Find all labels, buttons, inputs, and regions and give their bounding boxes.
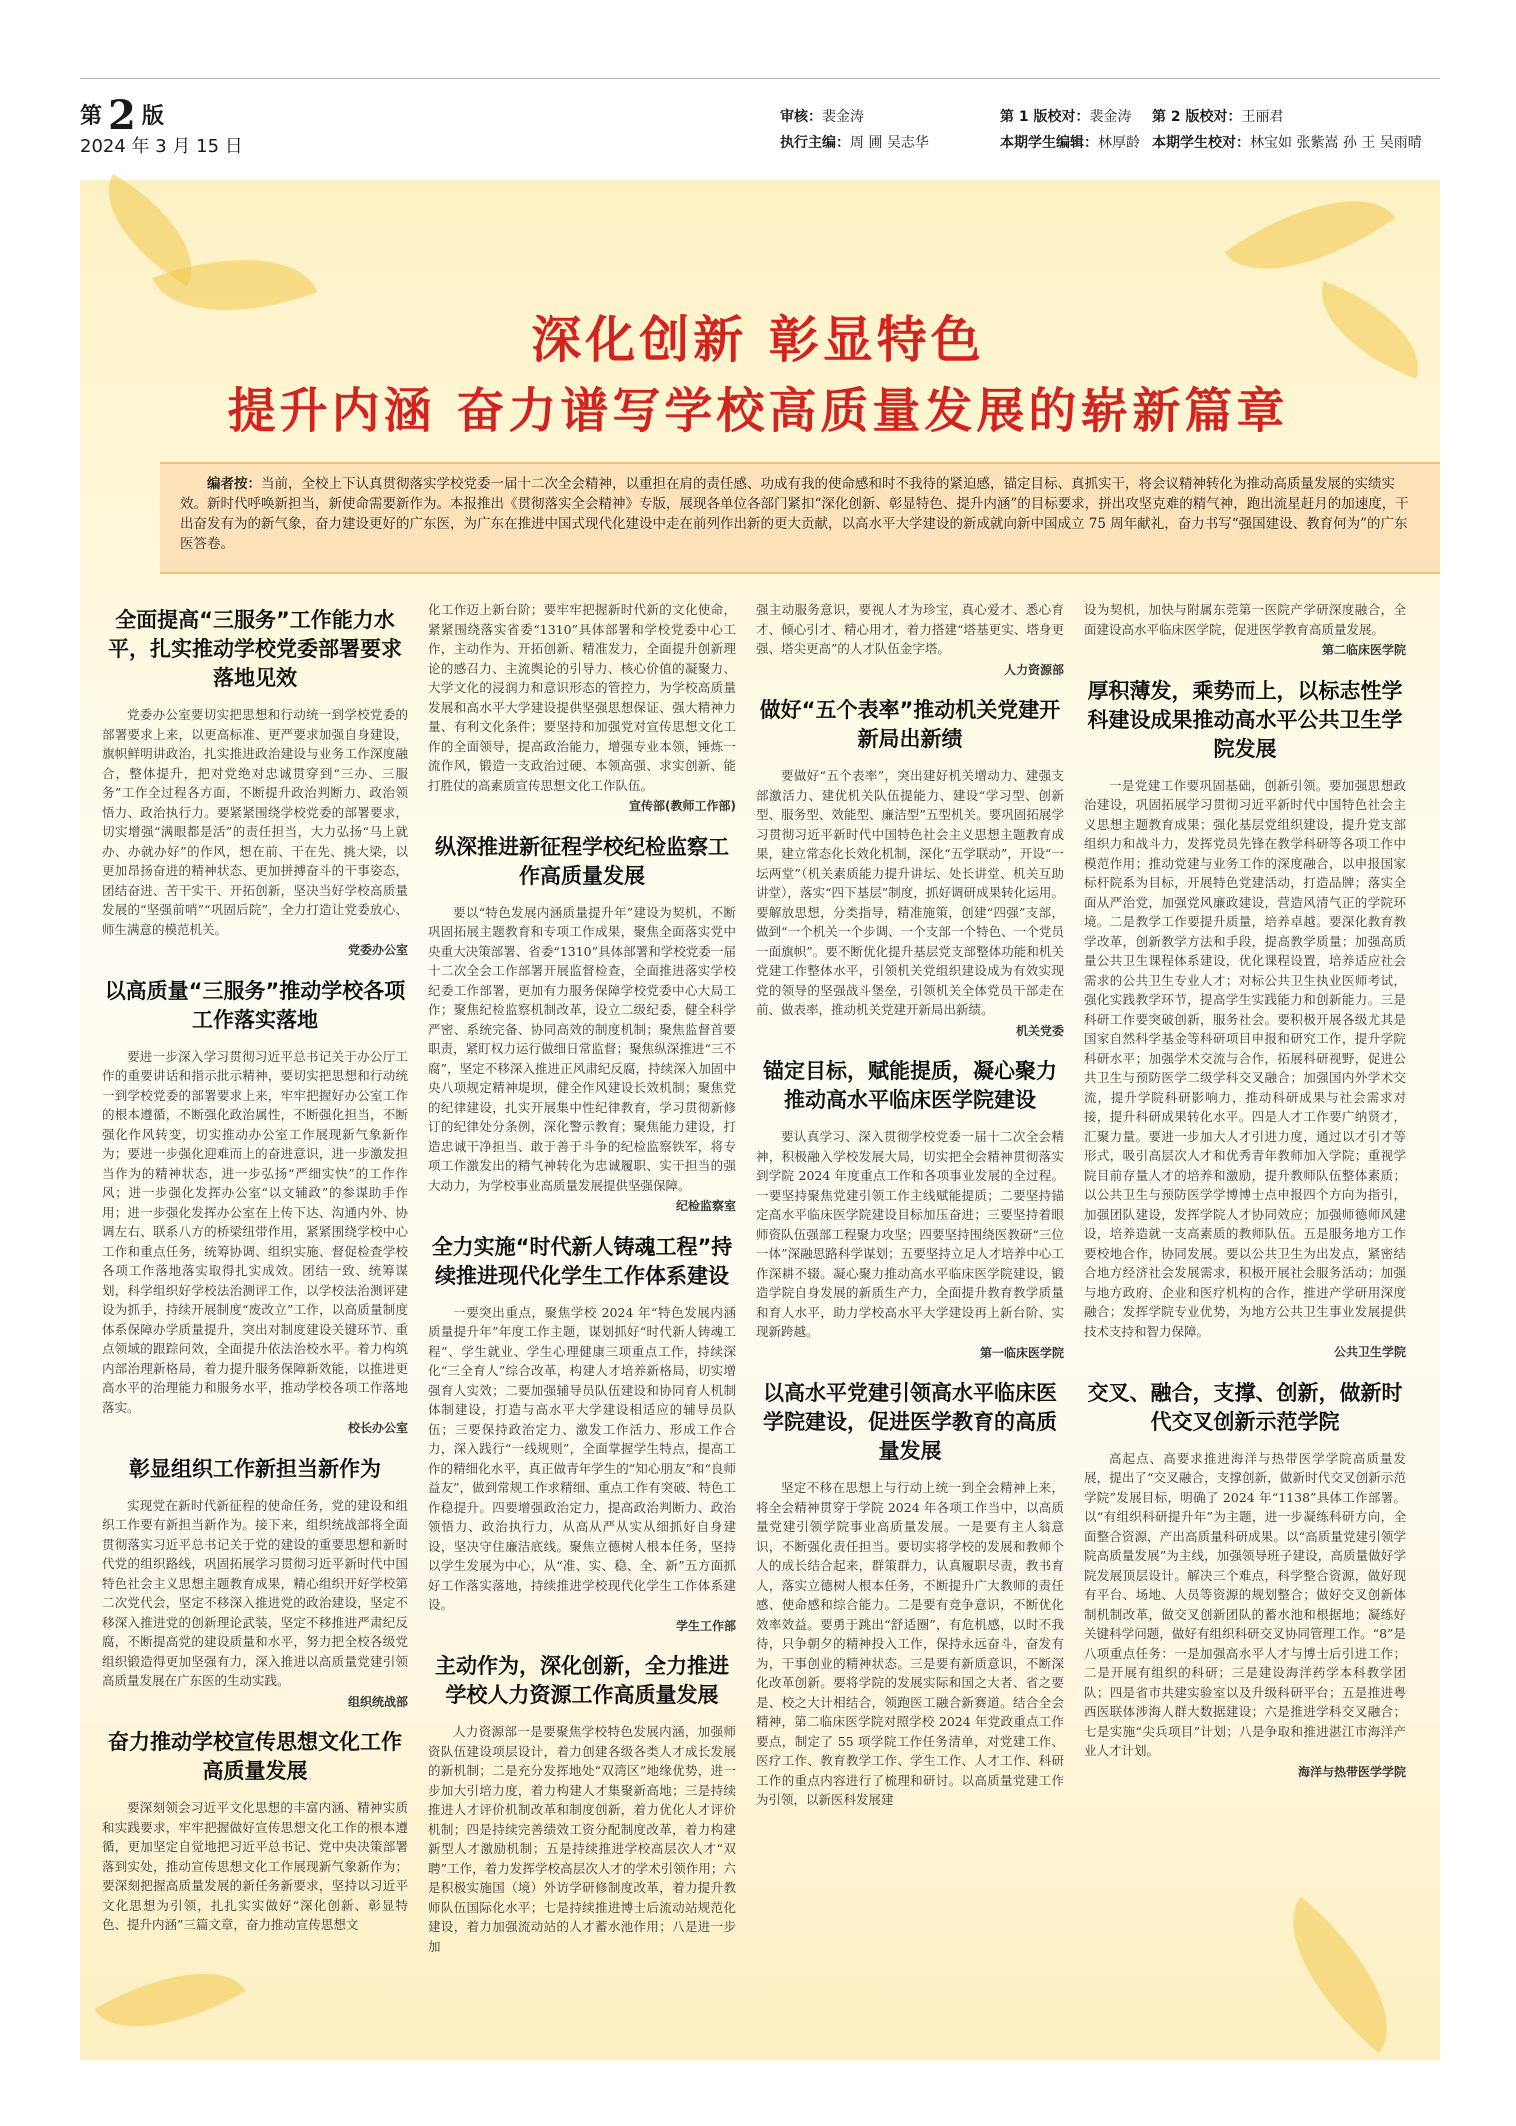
article-source: 组织统战部 [347, 1694, 408, 1709]
chief-editor: 周 圃 吴志华 [850, 135, 929, 151]
editor-note-text: 当前，全校上下认真贯彻落实学校党委一届十二次全会精神，以重担在肩的责任感、功成有我的使命感和时不我待的紧迫感，锚定目标、真抓实干，将会议精神转化为推动高质量发展的实绩实效。新时代呼唤新担当，新使命需要新作为。本报推出《贯彻落实全会精神》专版，展现各单位各部门紧扣“深化创新、彰显特色、提升内涵”的目标要求，拼出攻坚克难的精气神，跑出流星赶月的加速度，干出奋发有为的新气象，奋力建设更好的广东医，为广东在推进中国式现代化建设中走在前列作出新的更大贡献，以高水平大学建设的新成就向新中国成立 75 周年献礼，奋力书写“强国建设、教育何为”的广东医答卷。 [180, 476, 1409, 552]
article-body: 人力资源部一是要聚焦学校特色发展内涵，加强师资队伍建设项层设计，着力创建各级各类人才成长发展的新机制；二是充分发挥地处“双湾区”地缘优势，进一步加大引培力度，着力构建人才集聚新高地；三是持续推进人才评价机制改革和制度创新，着力优化人才评价机制；四是持续完善绩效工资分配制度改革，着力构建新型人才激励机制；五是持续推进学校高层次人才“双聘”工作，着力发挥学校高层次人才的学术引领作用；六是积极实施国（境）外访学研修制度改革，着力提升教师队伍国际化水平；七是持续推进博士后流动站规范化建设，着力加强流动站的人才蓄水池作用；八是进一步加 [428, 1724, 736, 1954]
article-body: 强主动服务意识，要视人才为珍宝，真心爱才、悉心育才、倾心引才、精心用才，着力搭建“塔基更实、塔身更强、塔尖更高”的人才队伍金字塔。 [756, 602, 1064, 656]
student-proof: 林宝如 张紫嵩 孙 王 吴雨晴 [1250, 135, 1422, 151]
article-title: 奋力推动学校宣传思想文化工作高质量发展 [108, 1730, 402, 1783]
credits-review [780, 104, 929, 156]
article-body: 一要突出重点，聚焦学校 2024 年“特色发展内涵质量提升年”年度工作主题，谋划抓好“时代新人铸魂工程”、学生就业、学生心理健康三项重点工作，持续深化“三全育人”综合改革，构建人才培养新格局，切实增强育人实效；二要加强辅导员队伍建设和协同育人机制体制建设，打造与高水平大学建设相适应的辅导员队伍；三要保持政治定力、激发工作活力、形成工作合力，深入践行“一线规则”，全面掌握学生特点，提高工作的精细化水平，真正做青年学生的“知心朋友”和“良师益友”，做到常规工作求精细、重点工作有突破、特色工作稳提升。四要增强政治定力，提高政治判断力、政治领悟力、政治执行力，从高从严从实从细抓好自身建设，坚决守住廉洁底线。聚焦立德树人根本任务，坚持以学生发展为中心，从“准、实、稳、全、新”五方面抓好工作落实落地，持续推进学校现代化学生工作体系建设。 [428, 1304, 736, 1612]
student-editor: 林厚龄 [1098, 135, 1140, 151]
article-title: 以高水平党建引领高水平临床医学院建设，促进医学教育的高质量发展 [763, 1381, 1057, 1463]
article-source: 党委办公室 [347, 943, 408, 957]
article-title: 主动作为，深化创新，全力推进学校人力资源工作高质量发展 [435, 1654, 729, 1707]
article-source: 校长办公室 [347, 1421, 408, 1435]
article-body: 要做好“五个表率”，突出建好机关增动力、建强支部激活力、建优机关队伍提能力、建设“学习型、创新型、服务型、效能型、廉洁型”五型机关。要巩固拓展学习贯彻习近平新时代中国特色社会主义思想主题教育成果，建立常态化长效化机制，深化“五学联动”，开设“一坛两堂”（机关素质能力提升讲坛、处长讲堂、机关互助讲堂），落实“四下基层”制度，抓好调研成果转化运用。要解放思想，分类指导，精准施策，创建“四强”支部，做到“一个机关一个步调、一个支部一个特色、一个党员一面旗帜”。要不断优化提升基层党支部整体功能和机关党建工作整体水平，引领机关党组织建设成为有效实现党的领导的坚强战斗堡垒，引领机关全体党员干部走在前、做表率，推动机关党建开新局出新绩。 [756, 768, 1064, 1017]
student-editor-label: 本期学生编辑： [1000, 135, 1098, 151]
column-2 [428, 600, 736, 1956]
leaf-decoration [1256, 1897, 1424, 2053]
article-source: 宣传部(教师工作部) [629, 799, 736, 813]
article-title: 厚积薄发，乘势而上，以标志性学科建设成果推动高水平公共卫生学院发展 [1087, 678, 1403, 761]
article-source: 海洋与热带医学学院 [1297, 1764, 1406, 1779]
article-body: 要进一步深入学习贯彻习近平总书记关于办公厅工作的重要讲话和指示批示精神，要切实把思想和行动统一到学校党委的部署要求上来，牢牢把握好办公室工作的根本遵循，不断强化政治属性，不断强化担当，不断强化作风转变，切实推动办公室工作展现新气象新作为；要进一步强化迎难而上的奋进意识，进一步激发担当作为的精神状态，进一步弘扬“严细实快”的工作作风；进一步强化发挥办公室“以文辅政”的参谋助手作用；进一步强化发挥办公室在上传下达、沟通内外、协调左右、联系八方的桥梁纽带作用，紧紧围绕学校中心工作和重点任务，统筹协调、组织实施、督促检查学校各项工作落地落实取得扎实成效。团结一致、统筹谋划，科学组织好学校法治测评工作，以学校法治测评建设为抓手，持续开展制度“废改立”工作，以高质量制度体系保障办学质量提升，突出对制度建设关键环节、重点领域的跟踪问效，全面提升依法治校水平。着力构筑内部治理新格局，着力提升服务保障新效能，以推进更高水平的治理能力和服务水平，推动学校各项工作落地落实。 [102, 1048, 408, 1415]
article-body: 党委办公室要切实把思想和行动统一到学校党委的部署要求上来，以更高标准、更严要求加强自身建设，旗帜鲜明讲政治，扎实推进政治建设与业务工作深度融合，整体提升，把对党绝对忠诚贯穿到“三办、三服务”工作全过程各方面，不断提升政治判断力、政治领悟力、政治执行力。要紧紧围绕学校党委的部署要求，切实增强“满眼都是活”的责任担当，大力弘扬“马上就办、办就办好”的作风，想在前、干在先、挑大梁，以更加昂扬奋进的精神状态、更加拼搏奋斗的干事姿态，团结奋进、苦干实干、开拓创新，坚决当好学校高质量发展的“坚强前哨”“巩固后院”，全力打造让党委放心、师生满意的模范机关。 [102, 707, 408, 937]
proof2-label: 第 2 版校对： [1152, 109, 1242, 125]
column-1 [102, 600, 408, 1935]
article-body: 化工作迈上新台阶；要牢牢把握新时代新的文化使命，紧紧围绕落实省委“1310”具体部署和学校党委中心工作，主动作为、开拓创新、精准发力，全面提升创新理论的感召力、主流舆论的引导力、核心价值的凝聚力、大学文化的浸润力和意识形态的管控力，为学校高质量发展和高水平大学建设提供坚强思想保证、强大精神力量、有利文化条件；要坚持和加强党对宣传思想文化工作的全面领导，提高政治能力，增强专业本领，锤炼一流作风，锻造一支政治过硬、本领高强、求实创新、能打胜仗的高素质宣传思想文化工作队伍。 [428, 602, 736, 793]
credits-proof-2 [1152, 104, 1422, 156]
column-3 [756, 600, 1064, 1810]
leaf-decoration [1224, 160, 1395, 309]
ban-suffix: 版 [141, 103, 164, 129]
ban-prefix: 第 [80, 103, 103, 129]
issue-date: 2024 年 3 月 15 日 [80, 136, 243, 157]
article-body: 实现党在新时代新征程的使命任务，党的建设和组织工作要有新担当新作为。接下来，组织统战部将全面贯彻落实习近平总书记关于党的建设的重要思想和新时代党的组织路线，巩固拓展学习贯彻习近平新时代中国特色社会主义思想主题教育成果，精心组织开好学校第二次党代会，坚定不移深入推进党的政治建设，坚定不移深入推进党的创新理论武装，坚定不移推进严肃纪反腐，不断提高党的建设质量和水平，努力把全校各级党组织锻造得更加坚强有力，深入推进以高质量党建引领高质量发展在广东医的生动实践。 [102, 1497, 408, 1688]
article-source: 学生工作部 [675, 1618, 736, 1633]
article-body: 要深刻领会习近平文化思想的丰富内涵、精神实质和实践要求，牢牢把握做好宣传思想文化工作的根本遵循，更加坚定自觉地把习近平总书记、党中央决策部署落到实处，推动宣传思想文化工作展现新气象新作为；要深刻把握高质量发展的新任务新要求，坚持以习近平文化思想为引领，扎扎实实做好“深化创新、彰显特色、提升内涵”三篇文章，奋力推动宣传思想文 [102, 1800, 408, 1932]
article-source: 机关党委 [1015, 1023, 1064, 1038]
article-title: 全力实施“时代新人铸魂工程”持续推进现代化学生工作体系建设 [431, 1234, 733, 1288]
chief-label: 执行主编： [780, 135, 850, 151]
credits-proof-1 [1000, 104, 1140, 156]
leaf-decoration [94, 1939, 245, 2061]
editor-note [160, 462, 1440, 574]
proof1-label: 第 1 版校对： [1000, 109, 1090, 125]
student-proof-label: 本期学生校对： [1152, 135, 1250, 151]
article-title: 交叉、融合，支撑、创新，做新时代交叉创新示范学院 [1087, 1380, 1403, 1434]
editor-note-label: 编者按： [207, 476, 261, 492]
proof1: 裴金涛 [1089, 109, 1132, 125]
article-source: 纪检监察室 [675, 1199, 736, 1213]
main-headline-line-2: 提升内涵 奋力谱写学校高质量发展的崭新篇章 [227, 383, 1289, 439]
main-headline-line-1: 深化创新 彰显特色 [531, 311, 985, 369]
article-body: 高起点、高要求推进海洋与热带医学学院高质量发展，提出了“交叉融合，支撑创新，做新时代交叉创新示范学院”发展目标，明确了 2024 年“1138”具体工作部署。以“有组织科研提升年”为主题，进一步凝练科研方向，全面整合资源，产出高质量科研成果。以“高质量党建引领学院高质量发展”为主线，加强领导班子建设，高质量做好学院发展顶层设计。解决三个难点，科学整合资源，做好现有平台、场地、人员等资源的规划整合；做好交叉创新体制机制改革，做交叉创新团队的蓄水池和根据地；凝练好关键科学问题，做好有组织科研交叉协同管理工作。“8”是八项重点任务：一是加强高水平人才与博士后引进工作；二是开展有组织的科研；三是建设海洋药学本科教学团队；四是省市共建实验室以及升级科研平台；五是推进粤西医联体涉海人群大数据建设；六是推进学科交叉融合；七是实施“尖兵项目”计划；八是争取和推进湛江市海洋产业人才计划。 [1084, 1450, 1406, 1758]
article-source: 第二临床医学院 [1321, 643, 1406, 657]
article-body: 一是党建工作要巩固基础，创新引领。要加强思想政治建设，巩固拓展学习贯彻习近平新时代中国特色社会主义思想主题教育成果；强化基层党组织建设，提升党支部组织力和战斗力，发挥党员先锋在教学科研等各项工作中模范作用；推动党建与业务工作的深度融合，以申报国家标杆院系为目标，开展特色党建活动，打造品牌；落实全面从严治党，加强党风廉政建设，营造风清气正的学院环境。二是教学工作要提升质量，培养卓越。要深化教育教学改革，创新教学方法和手段，提高教学质量；加强高质量公共卫生课程体系建设，优化课程设置，培养适应社会需求的公共卫生专业人才；对标公共卫生执业医师考试，强化实践教学环节，提高学生实践能力和创新能力。三是科研工作要突破创新，服务社会。要积极开展各级尤其是国家自然科学基金等科研项目申报和研究工作，提升学院科研水平；加强学术交流与合作，拓展科研视野，促进公共卫生与预防医学二级学科交叉融合；加强国内外学术交流，提升学院科研影响力，推动科研成果与社会需求对接，提升科研成果转化水平。四是人才工作要广纳贤才，汇聚力量。要进一步加大人才引进力度，通过以才引才等形式，吸引高层次人才和优秀青年教师加入学院；重视学院目前存量人才的培养和激励，提升教师队伍整体素质；以公共卫生与预防医学学博博士点申报四个方向为指引，加强团队建设，发挥学院人才协同效应；加强师德师风建设，培养造就一支高素质的教师队伍。五是服务地方工作要校地合作，协同发展。要以公共卫生为出发点，紧密结合地方经济社会发展需求，积极开展社会服务活动；加强与地方政府、企业和医疗机构的合作，推进产学研用深度融合；发挥学院专业优势，为地方公共卫生事业发展提供技术支持和智力保障。 [1084, 777, 1406, 1339]
header-rule [80, 78, 1440, 79]
reviewer-label: 审核： [780, 109, 822, 125]
ban-number: 2 [108, 92, 136, 139]
page-header [0, 0, 1516, 160]
article-source: 人力资源部 [1003, 662, 1064, 677]
article-source: 第一临床医学院 [979, 1345, 1064, 1360]
article-body: 设为契机，加快与附属东莞第一医院产学研深度融合，全面建设高水平临床医学院，促进医学教育高质量发展。 [1084, 602, 1406, 637]
article-title: 锚定目标，赋能提质，凝心聚力推动高水平临床医学院建设 [763, 1059, 1057, 1112]
article-body: 要认真学习、深入贯彻学校党委一届十二次全会精神，积极融入学校发展大局，切实把全会精神贯彻落实到学院 2024 年度重点工作和各项事业发展的全过程。一要坚持聚焦党建引领工作主线赋能提质；二要坚持锚定高水平临床医学院建设目标加压奋进；三要坚持着眼师资队伍强部工程聚力攻坚；四要坚持围绕医教研“三位一体”深融思路科学谋划；五要坚持立足人才培养中心工作深耕不辍。凝心聚力推动高水平临床医学院建设，锻造学院自身发展的新质生产力，全面提升教育教学质量和育人水平，助力学校高水平大学建设再上新台阶、实现新跨越。 [756, 1129, 1064, 1339]
article-title: 纵深推进新征程学校纪检监察工作高质量发展 [435, 834, 729, 888]
reviewer: 裴金涛 [822, 109, 864, 125]
article-source: 公共卫生学院 [1333, 1345, 1406, 1359]
article-title: 做好“五个表率”推动机关党建开新局出新绩 [759, 698, 1061, 751]
article-title: 全面提高“三服务”工作能力水平，扎实推动学校党委部署要求落地见效 [108, 608, 402, 690]
proof2: 王丽君 [1241, 109, 1284, 125]
article-title: 彰显组织工作新担当新作为 [129, 1456, 381, 1481]
article-body: 坚定不移在思想上与行动上统一到全会精神上来，将全会精神贯穿于学院 2024 年各项工作当中，以高质量党建引领学院事业高质量发展。一是要有主人翁意识，不断强化责任担当。要切实将学校的发展和教师个人的成长结合起来，群策群力，认真履职尽责，教书育人，落实立德树人根本任务，不断提升广大教师的责任感、使命感和综合能力。二是要有竞争意识，不断优化效率效益。要勇于跳出“舒适圈”，有危机感，以时不我待，只争朝夕的精神投入工作，保持永远奋斗，奋发有为，干事创业的精神状态。三是要有新质意识，不断深化改革创新。要将学院的发展实际和国之大者、省之要是、校之大计相结合，领跑医工融合新赛道。结合全会精神，第二临床医学院对照学校 2024 年党政重点工作要点，制定了 55 项学院工作任务清单，对党建工作、医疗工作、教育教学工作、学生工作、人才工作、科研工作的重点内容进行了梳理和研讨。以高质量党建工作为引领，以新医科发展建 [756, 1480, 1064, 1807]
column-4 [1084, 600, 1406, 1788]
article-title: 以高质量“三服务”推动学校各项工作落实落地 [104, 978, 406, 1032]
article-body: 要以“特色发展内涵质量提升年”建设为契机，不断巩固拓展主题教育和专项工作成果，聚焦全面落实党中央重大决策部署、省委“1310”具体部署和学校党委一届十二次全会工作部署开展监督检查，全面推进落实学校纪委工作部署，更加有力服务保障学校党委中心大局工作；聚焦纪检监察机制改革，设立二级纪委，健全科学严密、系统完备、协同高效的制度机制；聚焦监督首要职责，紧盯权力运行做细日常监督；聚焦纵深推进“三不腐”，坚定不移深入推进正风肃纪反腐，持续深入加固中央八项规定精神堤坝，健全作风建设长效机制；聚焦党的纪律建设，扎实开展集中性纪律教育，学习贯彻新修订的纪律处分条例，深化警示教育；聚焦能力建设，打造忠诚干净担当、敢于善于斗争的纪检监察铁军，将专项工作激发出的精气神转化为忠诚履职、实干担当的强大动力，为学校事业高质量发展提供坚强保障。 [428, 904, 736, 1193]
